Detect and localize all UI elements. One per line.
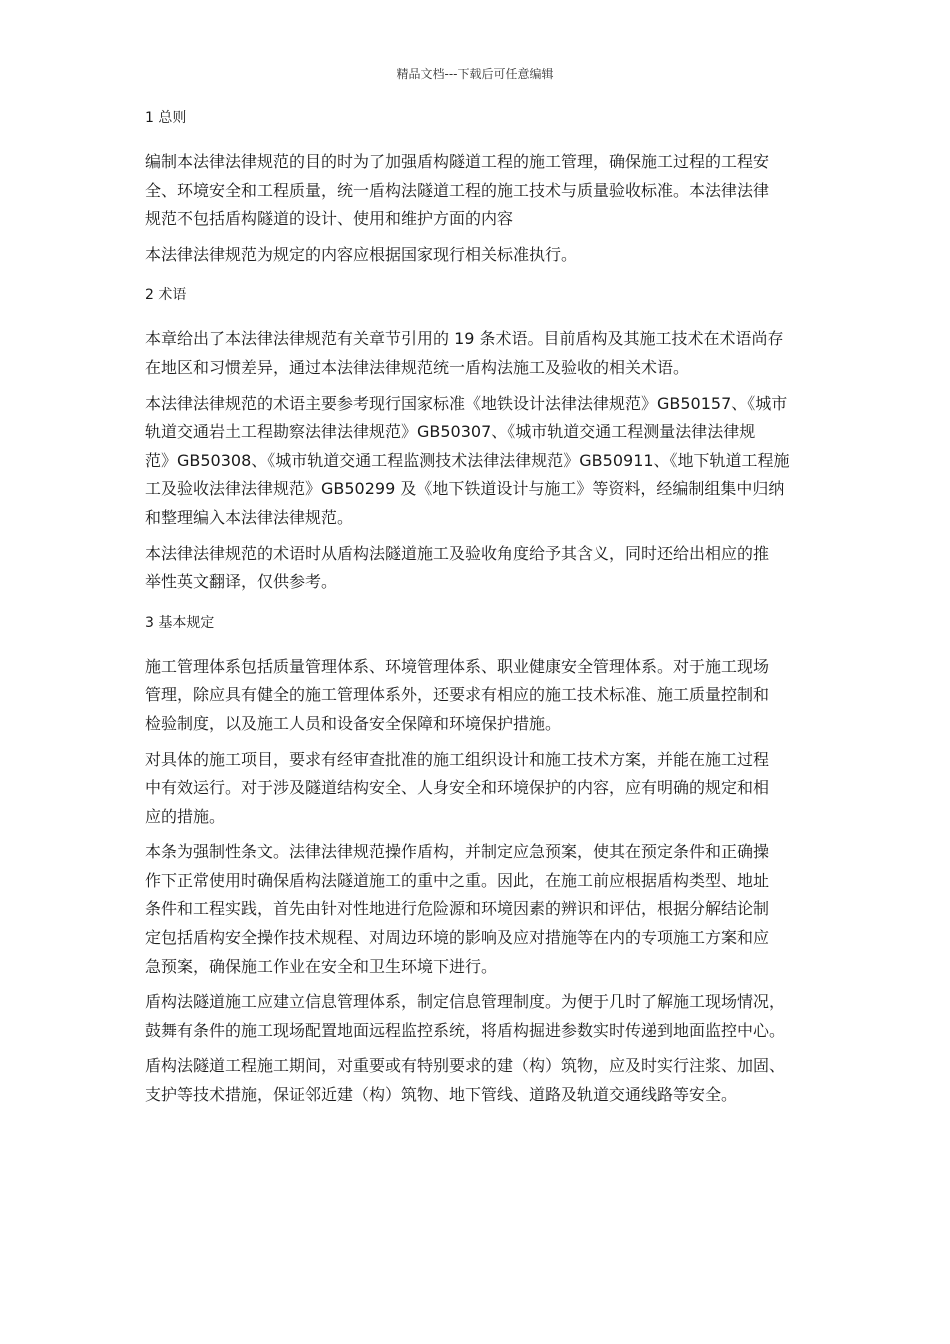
paragraph: 本法律法律规范的术语主要参考现行国家标准《地铁设计法律法律规范》GB50157、《城市 轨道交通岩土工程勘察法律法律规范》GB50307、《城市轨道交通工程测量法律法律规 范》GB50308、《城市轨道交通工程监测技术法律法律规范》GB50911、《地下轨道工程施 工及验收法律法律规范》GB50299 及《地下铁道设计与施工》等资料，经编制组集中归纳 和整理编入本法律法律规范。	[145, 393, 790, 527]
document-body	[145, 104, 825, 1117]
paragraph: 施工管理体系包括质量管理体系、环境管理体系、职业健康安全管理体系。对于施工现场 管理，除应具有健全的施工管理体系外，还要求有相应的施工技术标准、施工质量控制和 检验制度，以及施工人员和设备安全保障和环境保护措施。	[145, 656, 770, 733]
paragraph: 盾构法隧道工程施工期间，对重要或有特别要求的建（构）筑物，应及时实行注浆、加固、 支护等技术措施，保证邻近建（构）筑物、地下管线、道路及轨道交通线路等安全。	[145, 1056, 786, 1105]
page-header-watermark: 精品文档---下载后可任意编辑	[396, 67, 554, 81]
paragraph: 本条为强制性条文。法律法律规范操作盾构，并制定应急预案，使其在预定条件和正确操 作下正常使用时确保盾构法隧道施工的重中之重。因此，在施工前应根据盾构类型、地址 条件和工程实践，首先由针对性地进行危险源和环境因素的辨识和评估，根据分解结论制 定包括盾构安全操作技术规程、对周边环境的影响及应对措施等在内的专项施工方案和应 急预案，确保施工作业在安全和卫生环境下进行。	[145, 842, 770, 976]
paragraph: 编制本法律法律规范的目的时为了加强盾构隧道工程的施工管理，确保施工过程的工程安 全、环境安全和工程质量，统一盾构法隧道工程的施工技术与质量验收标准。本法律法律 规范不包括盾构隧道的设计、使用和维护方面的内容	[145, 152, 770, 229]
paragraph: 本章给出了本法律法律规范有关章节引用的 19 条术语。目前盾构及其施工技术在术语尚存 在地区和习惯差异，通过本法律法律规范统一盾构法施工及验收的相关术语。	[145, 329, 784, 377]
section-heading-general: 1 总则	[145, 110, 187, 126]
paragraph: 盾构法隧道施工应建立信息管理体系，制定信息管理制度。为便于几时了解施工现场情况， 鼓舞有条件的施工现场配置地面远程监控系统，将盾构掘进参数实时传递到地面监控中心。	[145, 992, 786, 1040]
section-heading-terms: 2 术语	[145, 287, 187, 304]
section-heading-basic-rules: 3 基本规定	[145, 614, 215, 631]
paragraph: 本法律法律规范为规定的内容应根据国家现行相关标准执行。	[145, 244, 578, 264]
paragraph: 对具体的施工项目，要求有经审查批准的施工组织设计和施工技术方案，并能在施工过程 中有效运行。对于涉及隧道结构安全、人身安全和环境保护的内容，应有明确的规定和相 应的措施。	[145, 749, 770, 826]
paragraph: 本法律法律规范的术语时从盾构法隧道施工及验收角度给予其含义，同时还给出相应的推 举性英文翻译，仅供参考。	[145, 543, 770, 592]
